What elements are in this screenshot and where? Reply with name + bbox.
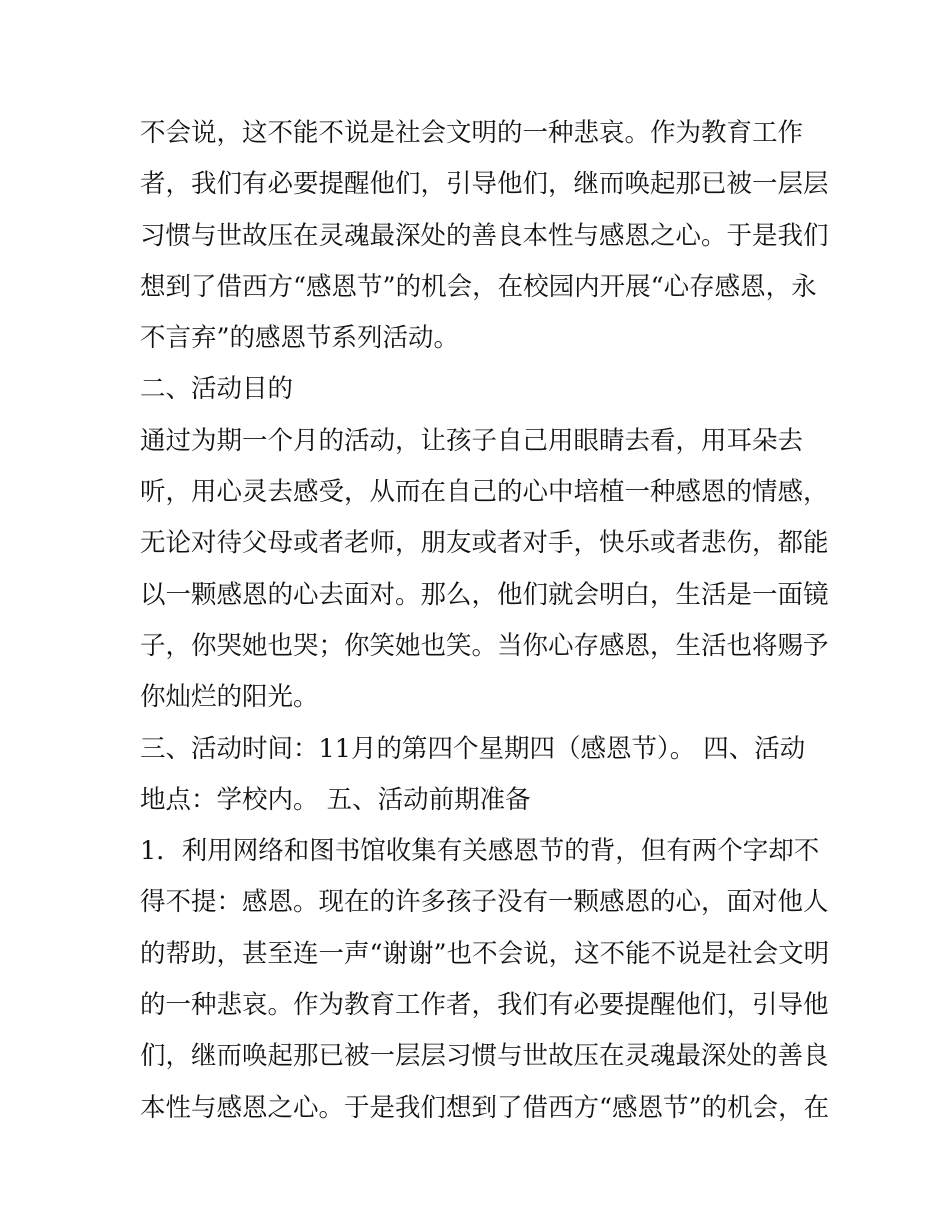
text-line-8: 听，用心灵去感受，从而在自己的心中培植一种感恩的情感， <box>140 477 829 508</box>
text-line-7: 通过为期一个月的活动，让孩子自己用眼睛去看，用耳朵去 <box>140 425 804 456</box>
section-heading-purpose: 二、活动目的 <box>140 374 294 405</box>
text-line-18: 的一种悲哀。作为教育工作者，我们有必要提醒他们，引导他 <box>140 990 829 1021</box>
text-line-3: 习惯与世故压在灵魂最深处的善良本性与感恩之心。于是我们 <box>140 220 829 251</box>
section-heading-time: 三、活动时间：11月的第四个星期四（感恩节）。 四、活动 <box>140 733 806 764</box>
text-line-2: 者，我们有必要提醒他们，引导他们，继而唤起那已被一层层 <box>140 169 829 200</box>
section-heading-location: 地点：学校内。 五、活动前期准备 <box>140 784 531 815</box>
text-line-10: 以一颗感恩的心去面对。那么，他们就会明白，生活是一面镜 <box>140 579 829 610</box>
document-body <box>140 108 830 1134</box>
text-line-1: 不会说，这不能不说是社会文明的一种悲哀。作为教育工作 <box>140 118 804 148</box>
text-line-16: 得不提：感恩。现在的许多孩子没有一颗感恩的心，面对他人 <box>140 887 829 918</box>
text-line-4: 想到了借西方“感恩节”的机会，在校园内开展“心存感恩，永 <box>140 271 817 302</box>
text-line-9: 无论对待父母或者老师，朋友或者对手，快乐或者悲伤，都能 <box>140 528 829 559</box>
text-line-11: 子，你哭她也哭；你笑她也笑。当你心存感恩，生活也将赐予 <box>140 630 829 661</box>
text-line-17: 的帮助，甚至连一声“谢谢”也不会说，这不能不说是社会文明 <box>140 938 830 969</box>
list-item-1: 1．利用网络和图书馆收集有关感恩节的背，但有两个字却不 <box>140 836 820 867</box>
text-line-19: 们，继而唤起那已被一层层习惯与世故压在灵魂最深处的善良 <box>140 1041 829 1072</box>
text-line-12: 你灿烂的阳光。 <box>140 682 319 713</box>
text-line-5: 不言弃”的感恩节系列活动。 <box>140 323 460 354</box>
text-line-20: 本性与感恩之心。于是我们想到了借西方“感恩节”的机会，在 <box>140 1092 830 1123</box>
